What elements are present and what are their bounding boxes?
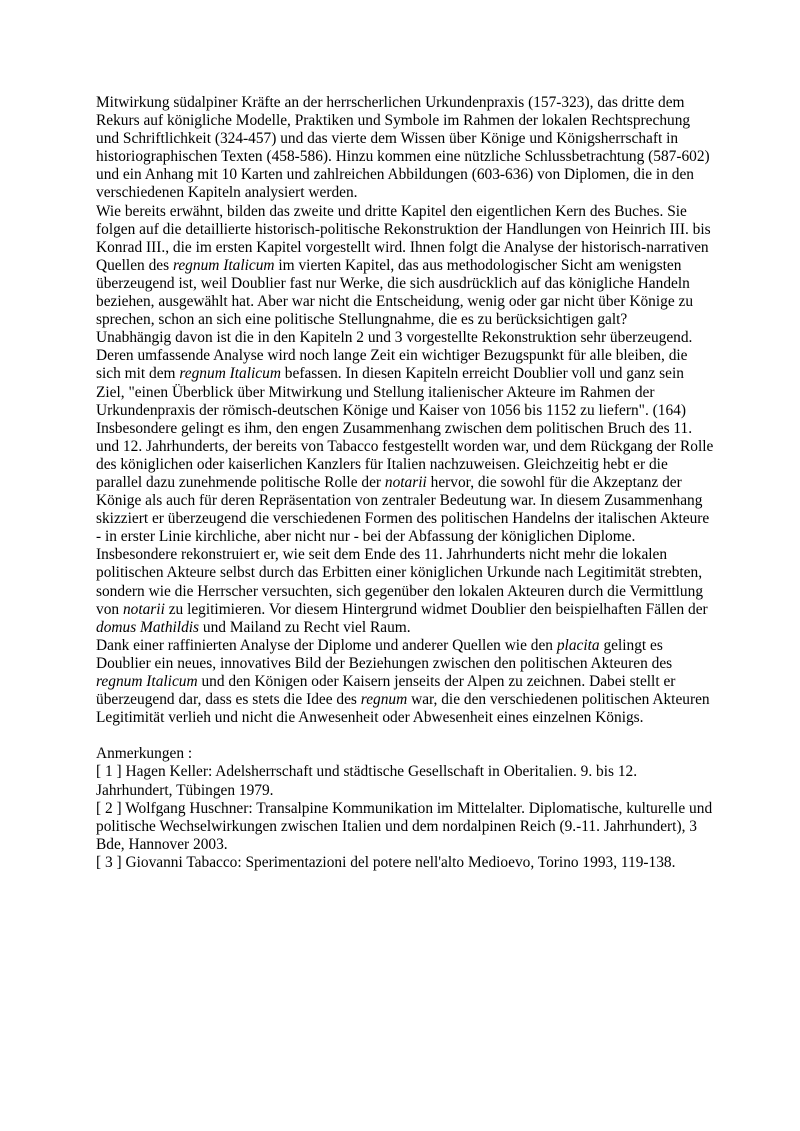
italic-term: notarii bbox=[122, 600, 165, 618]
text-run: und den Königen oder Kaisern jenseits der Alpen zu zeichnen. Dabei stellt er überzeugend dar, dass es stets die Idee des bbox=[96, 673, 676, 709]
body-paragraph bbox=[96, 329, 716, 637]
italic-term: regnum Italicum bbox=[179, 365, 281, 383]
italic-term: placita bbox=[556, 636, 600, 654]
italic-term: regnum Italicum bbox=[172, 256, 275, 274]
italic-term: regnum bbox=[360, 691, 408, 709]
text-run: Unabhängig davon ist die in den Kapiteln 2 und 3 vorgestellte Rekonstruktion sehr überzeugend. Deren umfassende Analyse wird noch lange Zeit ein wichtiger Bezugspunkt für alle bleiben, die sich mit dem bbox=[96, 329, 693, 383]
text-run: befassen. In diesen Kapiteln erreicht Doublier voll und ganz sein Ziel, "einen Überblick über Mitwirkung und Stellung italienischer Akteure im Rahmen der Urkundenpraxis der römisch-deutschen Könige und Kaiser von 1056 bis 1152 zu liefern". (164) Insbesondere gelingt es ihm, den engen Zusammenhang zwischen dem politischen Bruch des 11. und 12. Jahrhunderts, der bereits von Tabacco festgestellt worden war, und dem Rückgang der Rolle des königlichen oder kaiserlichen Kanzlers für Italien nachzuweisen. Gleichzeitig hebt er die parallel dazu zunehmende politische Rolle der bbox=[96, 365, 714, 491]
text-run: war, die den verschiedenen politischen Akteuren Legitimität verlieh und nicht die Anwesenheit oder Abwesenheit eines einzelnen Königs. bbox=[96, 691, 710, 727]
text-run: und Mailand zu Recht viel Raum. bbox=[199, 618, 411, 636]
text-run: hervor, die sowohl für die Akzeptanz der Könige als auch für deren Repräsentation von zentraler Bedeutung war. In diesem Zusammenhang skizziert er überzeugend die verschiedenen Formen des politischen Handelns der italischen Akteure - in erster Linie kirchliche, aber nicht nur - bei der Abfassung der königlichen Diplome. Insbesondere rekonstruiert er, wie seit dem Ende des 11. Jahrhunderts nicht mehr die lokalen politischen Akteure selbst durch das Erbitten einer königlichen Urkunde nach Legitimität strebten, sondern wie die Herrscher versuchten, sich gegenüber den lokalen Akteuren durch die Vermittlung von bbox=[96, 473, 710, 618]
body-paragraph bbox=[96, 637, 716, 727]
footnote: [ 2 ] Wolfgang Huschner: Transalpine Kommunikation im Mittelalter. Diplomatische, kulturelle und politische Wechselwirkungen zwischen Italien und dem nordalpinen Reich (9.-11. Jahrhundert), 3 Bde, Hannover 2003. bbox=[96, 799, 713, 853]
text-run: zu legitimieren. Vor diesem Hintergrund widmet Doublier den beispielhaften Fällen der bbox=[164, 600, 708, 618]
body-paragraph bbox=[96, 203, 716, 330]
italic-term: domus Mathildis bbox=[96, 618, 200, 636]
text-run: Dank einer raffinierten Analyse der Diplome und anderer Quellen wie den bbox=[96, 636, 557, 654]
notes-list bbox=[96, 763, 716, 872]
notes-heading: Anmerkungen : bbox=[96, 745, 193, 763]
text-run: gelingt es Doublier ein neues, innovatives Bild der Beziehungen zwischen den politischen Akteuren des bbox=[96, 636, 673, 672]
text-run: Mitwirkung südalpiner Kräfte an der herrscherlichen Urkundenpraxis (157-323), das dritte dem Rekurs auf königliche Modelle, Praktiken und Symbole im Rahmen der lokalen Rechtsprechung und Schriftlichkeit (324-457) und das vierte dem Wissen über Könige und Königsherrschaft in historiographischen Texten (458-586). Hinzu kommen eine nützliche Schlussbetrachtung (587-602) und ein Anhang mit 10 Karten und zahlreichen Abbildungen (603-636) von Diplomen, die in den verschiedenen Kapiteln analysiert werden. bbox=[96, 94, 710, 202]
italic-term: regnum Italicum bbox=[96, 673, 198, 690]
document-page bbox=[96, 94, 716, 872]
italic-term: notarii bbox=[384, 473, 427, 491]
review-body bbox=[96, 94, 716, 727]
footnote: [ 1 ] Hagen Keller: Adelsherrschaft und städtische Gesellschaft in Oberitalien. 9. bis 12. Jahrhundert, Tübingen 1979. bbox=[96, 763, 638, 799]
text-run: Wie bereits erwähnt, bilden das zweite und dritte Kapitel den eigentlichen Kern des Buches. Sie folgen auf die detaillierte historisch-politische Rekonstruktion der Handlungen von Heinrich III. bis Konrad III., die im ersten Kapitel vorgestellt wird. Ihnen folgt die Analyse der historisch-narrativen Quellen des bbox=[96, 202, 711, 274]
text-run: im vierten Kapitel, das aus methodologischer Sicht am wenigsten überzeugend ist, weil Doublier fast nur Werke, die sich ausdrücklich auf das königliche Handeln beziehen, ausgewählt hat. Aber war nicht die Entscheidung, wenig oder gar nicht über Könige zu sprechen, schon an sich eine politische Stellungnahme, die es zu berücksichtigen galt? bbox=[96, 256, 694, 329]
footnote: [ 3 ] Giovanni Tabacco: Sperimentazioni del potere nell'alto Medioevo, Torino 1993, 119-138. bbox=[96, 853, 676, 871]
body-paragraph bbox=[96, 94, 716, 203]
